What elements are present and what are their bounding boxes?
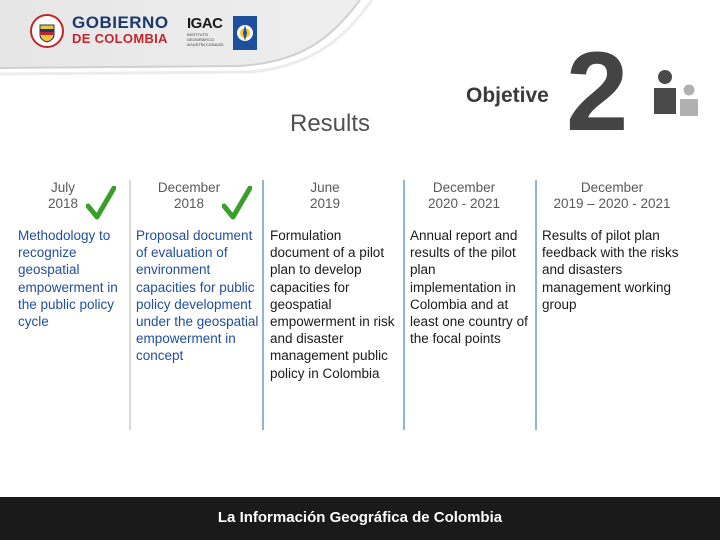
column-divider xyxy=(262,180,264,430)
colombia-seal-icon xyxy=(30,14,64,48)
description-line: capacities for xyxy=(270,279,350,295)
description-line: document of a pilot xyxy=(270,245,385,261)
checkmark-icon xyxy=(86,186,116,220)
objective-label: Objetive xyxy=(466,84,549,107)
description-line: management working xyxy=(542,279,672,295)
column-description xyxy=(542,227,712,313)
igac-logo xyxy=(187,16,257,50)
description-line: geospatial xyxy=(18,262,80,278)
column-date-line2: 2019 xyxy=(309,196,341,211)
column-date-line1: December xyxy=(157,180,221,195)
description-line: plan xyxy=(410,262,436,278)
description-line: policy in Colombia xyxy=(270,365,380,381)
column-divider xyxy=(403,180,405,430)
description-line: concept xyxy=(136,348,184,364)
description-line: feedback with the risks xyxy=(542,245,679,261)
description-line: Proposal document xyxy=(136,228,253,243)
description-line: results of the pilot xyxy=(410,245,516,261)
checkmark-icon xyxy=(222,186,252,220)
description-line: Colombia and at xyxy=(410,296,509,312)
footer-text: La Información Geográfica de Colombia xyxy=(217,509,503,526)
description-line: plan to develop xyxy=(270,262,362,278)
description-line: the public policy xyxy=(18,296,115,312)
igac-seal-icon xyxy=(233,16,257,50)
gobierno-logo-line1: GOBIERNO xyxy=(72,13,169,32)
gobierno-logo xyxy=(30,14,169,48)
timeline-column-5 xyxy=(542,180,712,313)
column-date-line1: June xyxy=(310,180,340,195)
description-line: of evaluation of xyxy=(136,245,228,261)
igac-logo-name: IGAC xyxy=(187,15,223,32)
objective-number: 2 xyxy=(566,29,625,154)
description-line: and disaster xyxy=(270,331,344,347)
column-date-line2: 2018 xyxy=(47,196,79,211)
column-date-line2: 2020 - 2021 xyxy=(427,196,501,211)
description-line: policy development xyxy=(136,296,252,312)
description-line: management public xyxy=(270,348,388,364)
column-divider xyxy=(535,180,537,430)
description-line: Annual report and xyxy=(410,228,518,243)
description-line: and disasters xyxy=(542,262,623,278)
description-line: empowerment in risk xyxy=(270,314,395,330)
column-description xyxy=(18,227,128,330)
column-date-line2: 2018 xyxy=(173,196,205,211)
people-icon xyxy=(650,68,702,120)
description-line: Formulation xyxy=(270,228,342,243)
column-divider xyxy=(129,180,131,430)
description-line: Results of pilot plan xyxy=(542,228,660,243)
description-line: geospatial xyxy=(270,296,332,312)
page-title: Results xyxy=(290,110,371,137)
timeline-column-4 xyxy=(410,180,534,347)
timeline-column-3 xyxy=(270,180,402,382)
description-line: under the geospatial xyxy=(136,314,259,330)
description-line: Methodology to xyxy=(18,228,111,243)
description-line: empowerment in xyxy=(18,279,118,295)
igac-logo-subtitle: INSTITUTO GEOGRÁFICO AGUSTÍN CODAZZI xyxy=(187,32,224,47)
description-line: recognize xyxy=(18,245,77,261)
column-description xyxy=(136,227,262,365)
column-date-line2: 2019 – 2020 - 2021 xyxy=(553,196,671,211)
column-date-line1: July xyxy=(50,180,75,195)
description-line: least one country of xyxy=(410,314,528,330)
description-line: environment xyxy=(136,262,211,278)
column-description xyxy=(270,227,402,382)
description-line: empowerment in xyxy=(136,331,236,347)
column-date-line1: December xyxy=(580,180,644,195)
description-line: the focal points xyxy=(410,331,501,347)
column-description xyxy=(410,227,534,347)
description-line: cycle xyxy=(18,314,49,330)
column-date-line1: December xyxy=(432,180,496,195)
description-line: group xyxy=(542,296,577,312)
gobierno-logo-line2: DE COLOMBIA xyxy=(72,31,168,46)
description-line: capacities for public xyxy=(136,279,255,295)
description-line: implementation in xyxy=(410,279,516,295)
